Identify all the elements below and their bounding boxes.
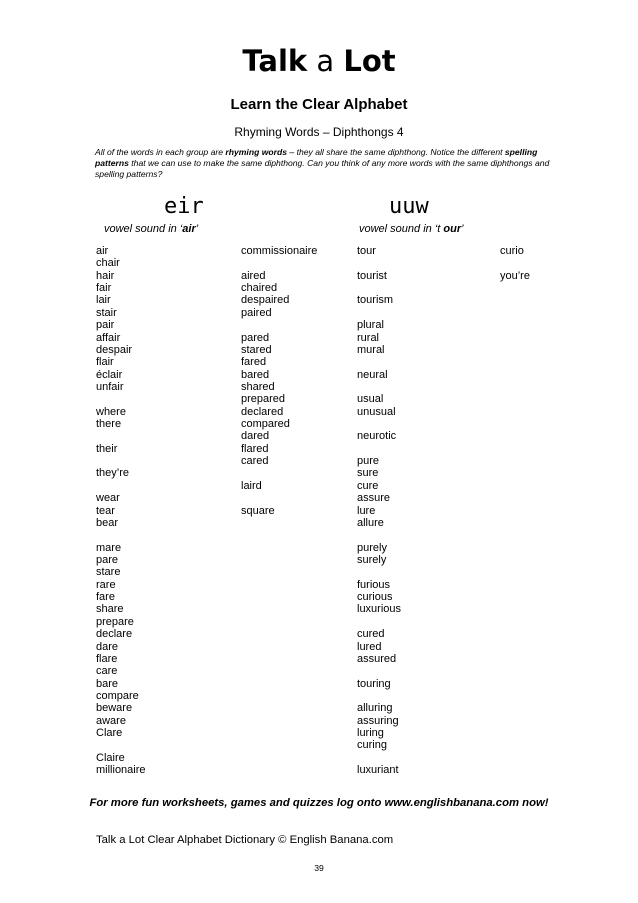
word-item: luring — [357, 727, 384, 740]
page-number: 39 — [314, 863, 324, 873]
word-item: compare — [96, 689, 139, 702]
word-item — [357, 529, 401, 541]
subtitle: Learn the Clear Alphabet — [230, 96, 408, 113]
symbol-eir: eir — [164, 194, 204, 219]
word-item: assure — [357, 492, 391, 505]
word-item: curing — [357, 739, 387, 752]
word-item: usual — [357, 393, 384, 406]
word-item: declared — [241, 405, 284, 418]
word-item: rare — [96, 578, 116, 591]
vs-air-bold: air — [182, 223, 196, 235]
word-item: stared — [241, 343, 272, 356]
word-item: chaired — [241, 282, 278, 295]
word-item: beware — [96, 702, 133, 715]
vs-air-suffix: ’ — [195, 223, 199, 235]
title-lot: Lot — [343, 44, 396, 78]
word-item: you’re — [500, 269, 530, 282]
word-item: aired — [241, 269, 266, 282]
footer-text: Talk a Lot Clear Alphabet Dictionary © English Banana.com — [96, 834, 394, 846]
word-item — [357, 381, 401, 393]
word-item: bare — [96, 677, 119, 690]
word-item — [357, 282, 401, 294]
word-item: tourist — [357, 269, 387, 282]
word-item: assuring — [357, 714, 399, 727]
word-item: cured — [357, 628, 385, 641]
word-item: flair — [96, 356, 114, 369]
word-item: cure — [357, 479, 379, 492]
word-item: cared — [241, 455, 269, 468]
word-item: fare — [96, 591, 115, 604]
word-item: tourism — [357, 294, 394, 307]
word-item: curio — [500, 245, 524, 257]
vowel-sound-air — [104, 222, 198, 236]
word-item: dared — [241, 430, 270, 443]
vs-our-prefix: vowel sound in ‘t — [359, 223, 444, 235]
word-item — [357, 665, 401, 677]
intro-text-3: that we can use to make the same diphthong. Can you think of any more words with the same diphthongs and spelling patterns? — [95, 158, 550, 179]
word-item: flare — [96, 652, 118, 665]
word-column-3 — [357, 245, 401, 776]
word-item: tear — [96, 504, 115, 517]
word-item — [96, 430, 146, 442]
word-item: where — [96, 405, 126, 418]
word-item: alluring — [357, 702, 393, 715]
word-item: millionaire — [96, 764, 146, 777]
word-item: Claire — [96, 751, 125, 764]
word-item: plural — [357, 319, 384, 332]
promo-line: For more fun worksheets, games and quizzes log onto www.englishbanana.com now! — [89, 797, 549, 809]
word-item: laird — [241, 479, 262, 492]
word-item — [357, 616, 401, 628]
page-title — [0, 44, 638, 78]
word-item: furious — [357, 578, 391, 591]
word-column-1 — [96, 245, 146, 776]
word-item: aware — [96, 714, 126, 727]
word-item: lured — [357, 640, 382, 653]
word-item: neurotic — [357, 430, 397, 443]
word-column-4 — [500, 245, 530, 282]
title-a: a — [316, 44, 335, 78]
word-item: stair — [96, 306, 117, 319]
word-item: tour — [357, 245, 376, 257]
word-item: prepared — [241, 393, 286, 406]
word-item — [357, 307, 401, 319]
word-item: fared — [241, 356, 267, 369]
word-item: despair — [96, 343, 133, 356]
word-item: mare — [96, 541, 122, 554]
word-item — [357, 566, 401, 578]
word-item: bared — [241, 368, 270, 381]
word-item: chair — [96, 257, 120, 270]
word-item: wear — [96, 492, 120, 505]
word-item: pure — [357, 455, 380, 468]
word-item — [357, 690, 401, 702]
word-item: allure — [357, 516, 384, 529]
word-item: curious — [357, 591, 393, 604]
word-item — [96, 529, 146, 541]
word-item: fair — [96, 282, 112, 295]
word-item: unfair — [96, 380, 124, 393]
word-item: surely — [357, 553, 387, 566]
word-item: stare — [96, 566, 121, 579]
word-item: prepare — [96, 615, 134, 628]
intro-text-2: – they all share the same diphthong. Notice the different — [287, 147, 505, 157]
vs-our-bold: our — [443, 223, 462, 235]
word-item — [96, 455, 146, 467]
word-item — [96, 480, 146, 492]
word-item — [241, 492, 317, 504]
word-item: their — [96, 442, 118, 455]
vowel-sound-our — [359, 222, 464, 236]
word-item: bear — [96, 516, 119, 529]
word-item — [357, 418, 401, 430]
word-item: hair — [96, 269, 115, 282]
word-item: neural — [357, 368, 388, 381]
word-item: commissionaire — [241, 245, 318, 257]
symbol-uuw: uuw — [389, 194, 429, 219]
intro-bold-1: rhyming words — [225, 147, 288, 157]
word-item: dare — [96, 640, 119, 653]
word-item: purely — [357, 541, 387, 554]
word-item: unusual — [357, 405, 396, 418]
word-item: care — [96, 665, 118, 678]
word-item: pare — [96, 553, 119, 566]
vs-our-suffix: ’ — [461, 223, 464, 235]
word-item: square — [241, 504, 275, 517]
word-column-2 — [241, 245, 317, 517]
word-item: affair — [96, 331, 121, 344]
word-item: touring — [357, 677, 391, 690]
word-item — [96, 739, 146, 751]
word-item: they’re — [96, 467, 130, 480]
word-item: éclair — [96, 368, 123, 381]
word-item — [241, 319, 317, 331]
word-item: lair — [96, 294, 111, 307]
word-item: paired — [241, 306, 272, 319]
word-item — [357, 257, 401, 269]
word-item: declare — [96, 628, 133, 641]
word-item: compared — [241, 418, 290, 431]
intro-text-1: All of the words in each group are — [95, 147, 226, 157]
word-item: despaired — [241, 294, 290, 307]
word-item: mural — [357, 343, 385, 356]
word-item: rural — [357, 331, 380, 344]
word-item: shared — [241, 380, 275, 393]
word-item: Clare — [96, 727, 123, 740]
intro-paragraph — [95, 147, 550, 180]
word-item: share — [96, 603, 124, 616]
word-item: flared — [241, 442, 269, 455]
word-item — [96, 393, 146, 405]
word-item: pair — [96, 319, 115, 332]
word-item: there — [96, 418, 122, 431]
word-item: lure — [357, 504, 376, 517]
word-item — [357, 443, 401, 455]
word-item — [357, 356, 401, 368]
title-talk: Talk — [242, 44, 308, 78]
subheading: Rhyming Words – Diphthongs 4 — [234, 125, 404, 139]
word-item: luxuriant — [357, 764, 399, 777]
vs-air-prefix: vowel sound in ‘ — [104, 223, 183, 235]
intro-bold-2: spelling patterns — [95, 147, 538, 168]
word-item: luxurious — [357, 603, 402, 616]
word-item: air — [96, 245, 109, 257]
word-item: assured — [357, 652, 397, 665]
word-item — [241, 467, 317, 479]
word-item: sure — [357, 467, 379, 480]
word-item — [241, 257, 317, 269]
word-item: pared — [241, 331, 270, 344]
word-item — [500, 257, 530, 269]
word-item — [357, 752, 401, 764]
